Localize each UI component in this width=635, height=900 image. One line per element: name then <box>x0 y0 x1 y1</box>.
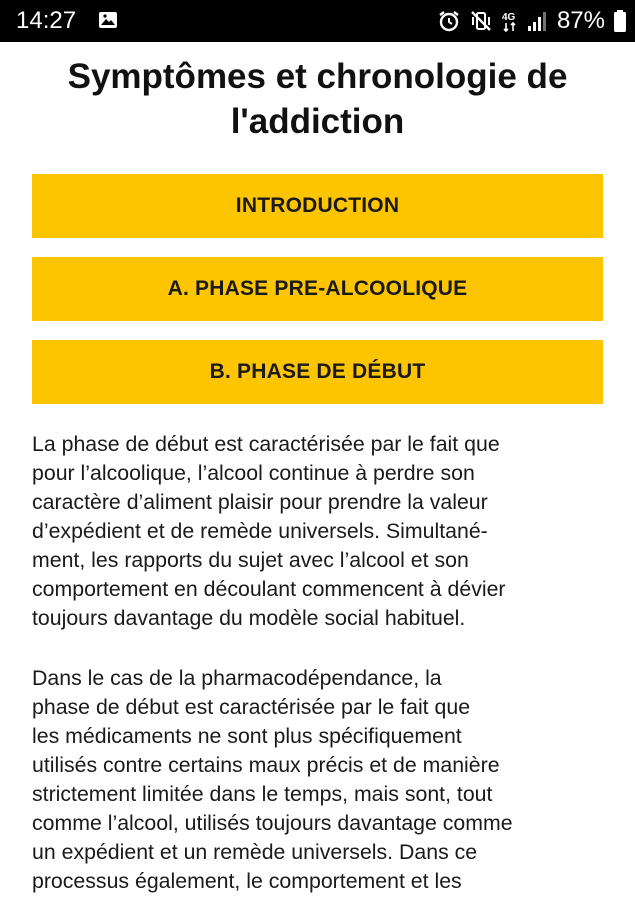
section-button-phase-de-debut[interactable]: B. PHASE DE DÉBUT <box>32 340 603 404</box>
status-time: 14:27 <box>16 7 77 34</box>
signal-icon <box>527 10 549 32</box>
content-paragraph-2: Dans le cas de la pharmacodépendance, la phase de début est caractérisée par le fait que les médicaments ne sont plus spécifiquement utilisés contre certains maux précis et de manière strictement limitée dans le temps, mais sont, tout comme l’alcool, utilisés toujours davantage comme un expédient et un remède universels. Dans ce processus également, le comportement et les <box>32 666 513 893</box>
section-button-phase-pre-alcoolique[interactable]: A. PHASE PRE-ALCOOLIQUE <box>32 257 603 321</box>
battery-icon <box>613 9 627 33</box>
status-bar <box>0 0 635 42</box>
gallery-icon <box>98 11 118 34</box>
section-button-introduction[interactable]: INTRODUCTION <box>32 174 603 238</box>
page-title: Symptômes et chronologie de l'addiction <box>67 57 568 141</box>
alarm-icon <box>437 9 461 33</box>
svg-text:4G: 4G <box>501 12 516 23</box>
battery-percent: 87% <box>556 7 605 34</box>
vibrate-mute-icon <box>469 9 493 33</box>
data-4g-icon <box>501 9 519 33</box>
content-paragraph-1: La phase de début est caractérisée par le fait que pour l’alcoolique, l’alcool continue à perdre son caractère d’aliment plaisir pour prendre la valeur d’expédient et de remède universels. Simultané- ment, les rapports du sujet avec l’alcool et son comportement en découlant commencent à dévier toujours davantage du modèle social habituel. <box>32 432 506 630</box>
status-icons <box>437 6 627 36</box>
